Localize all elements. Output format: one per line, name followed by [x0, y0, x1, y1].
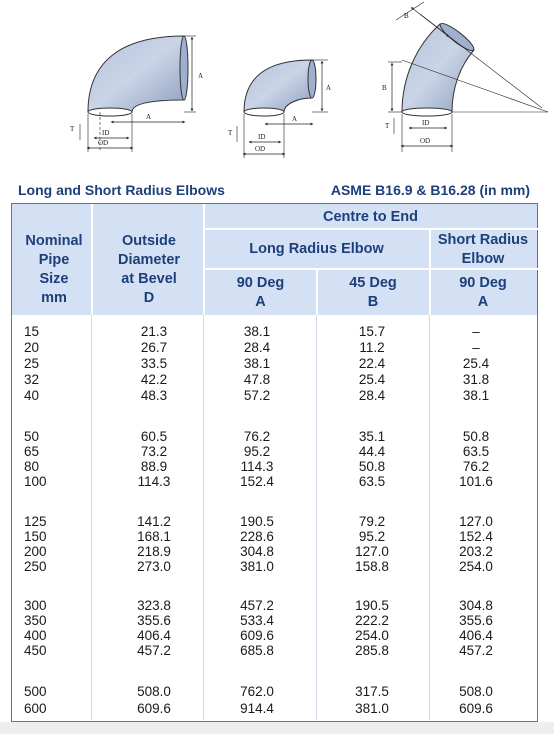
label-a-horizontal: A	[146, 113, 152, 121]
cell-nominal-size: 500	[24, 684, 47, 699]
cell-outside-diameter: 33.5	[140, 356, 168, 371]
cell-sr-90-a: 25.4	[462, 356, 490, 371]
cell-lr-90-a: 38.1	[243, 356, 271, 371]
header-long-radius-elbow: Long Radius Elbow	[249, 241, 384, 257]
cell-lr-45-b: 28.4	[358, 388, 386, 403]
cell-nominal-size: 250	[24, 559, 47, 574]
cell-lr-45-b: 22.4	[358, 356, 386, 371]
cell-sr-90-a: 63.5	[462, 444, 490, 459]
cell-lr-45-b: 11.2	[359, 340, 385, 355]
cell-nominal-size: 20	[24, 340, 40, 355]
cell-outside-diameter: 21.3	[140, 324, 168, 339]
cell-lr-45-b: 381.0	[355, 701, 389, 716]
cell-lr-45-b: 63.5	[358, 474, 386, 489]
cell-lr-45-b: 158.8	[355, 559, 389, 574]
cell-lr-90-a: 762.0	[240, 684, 274, 699]
header-outside-diameter: Outside Diameter at Bevel D	[117, 233, 181, 306]
cell-lr-45-b: 25.4	[358, 372, 386, 387]
cell-lr-45-b: 190.5	[355, 598, 389, 613]
cell-nominal-size: 150	[24, 529, 47, 544]
cell-nominal-size: 32	[24, 372, 40, 387]
header-lr-90-deg: 90 Deg A	[236, 275, 285, 310]
cell-lr-90-a: 114.3	[240, 459, 274, 474]
cell-sr-90-a: 457.2	[459, 643, 493, 658]
cell-lr-90-a: 47.8	[243, 372, 271, 387]
cell-outside-diameter: 48.3	[140, 388, 168, 403]
cell-sr-90-a: 38.1	[462, 388, 490, 403]
cell-sr-90-a: 31.8	[462, 372, 490, 387]
label-od: OD	[98, 139, 109, 147]
cell-outside-diameter: 323.8	[137, 598, 171, 613]
label-a-horizontal: A	[292, 115, 298, 123]
label-b-vertical: B	[382, 84, 387, 92]
cell-nominal-size: 50	[24, 429, 40, 444]
cell-lr-90-a: 95.2	[243, 444, 271, 459]
long-radius-45-elbow-diagram	[382, 2, 548, 152]
cell-nominal-size: 600	[24, 701, 47, 716]
cell-lr-90-a: 57.2	[243, 388, 271, 403]
cell-nominal-size: 300	[24, 598, 47, 613]
cell-lr-45-b: 95.2	[358, 529, 386, 544]
standard-label: ASME B16.9 & B16.28 (in mm)	[330, 182, 530, 198]
cell-lr-90-a: 914.4	[240, 701, 274, 716]
cell-sr-90-a: 609.6	[459, 701, 493, 716]
cell-sr-90-a: –	[472, 340, 480, 355]
cell-nominal-size: 65	[24, 444, 40, 459]
elbow-diagrams	[0, 0, 554, 176]
cell-sr-90-a: 76.2	[462, 459, 490, 474]
cell-outside-diameter: 26.7	[140, 340, 168, 355]
cell-lr-90-a: 76.2	[243, 429, 271, 444]
cell-outside-diameter: 168.1	[137, 529, 171, 544]
cell-sr-90-a: 127.0	[459, 514, 493, 529]
cell-sr-90-a: –	[472, 324, 480, 339]
cell-outside-diameter: 114.3	[137, 474, 171, 489]
cell-lr-90-a: 38.1	[243, 324, 271, 339]
cell-sr-90-a: 304.8	[459, 598, 493, 613]
cell-sr-90-a: 508.0	[459, 684, 493, 699]
header-centre-to-end: Centre to End	[322, 209, 419, 225]
cell-lr-45-b: 317.5	[355, 684, 389, 699]
cell-sr-90-a: 406.4	[459, 628, 493, 643]
cell-outside-diameter: 60.5	[140, 429, 168, 444]
label-t: T	[385, 122, 390, 130]
cell-lr-45-b: 222.2	[355, 613, 389, 628]
cell-sr-90-a: 50.8	[462, 429, 490, 444]
cell-outside-diameter: 273.0	[137, 559, 171, 574]
cell-outside-diameter: 609.6	[137, 701, 171, 716]
header-lr-45-deg: 45 Deg B	[349, 275, 397, 310]
table-header	[12, 204, 537, 315]
cell-outside-diameter: 355.6	[137, 613, 171, 628]
cell-sr-90-a: 203.2	[459, 544, 493, 559]
cell-outside-diameter: 88.9	[140, 459, 168, 474]
cell-lr-90-a: 685.8	[240, 643, 274, 658]
cell-nominal-size: 350	[24, 613, 47, 628]
cell-nominal-size: 15	[24, 324, 40, 339]
cell-sr-90-a: 254.0	[459, 559, 493, 574]
cell-sr-90-a: 152.4	[459, 529, 493, 544]
cell-lr-90-a: 381.0	[240, 559, 274, 574]
header-sr-90-deg: 90 Deg A	[459, 275, 507, 310]
cell-nominal-size: 100	[24, 474, 47, 489]
cell-lr-45-b: 79.2	[358, 514, 386, 529]
cell-outside-diameter: 406.4	[137, 628, 171, 643]
cell-outside-diameter: 73.2	[140, 444, 168, 459]
label-b-diagonal: B	[404, 12, 409, 20]
cell-nominal-size: 125	[24, 514, 47, 529]
cell-nominal-size: 200	[24, 544, 47, 559]
cell-outside-diameter: 457.2	[137, 643, 171, 658]
cell-nominal-size: 25	[24, 356, 40, 371]
cell-lr-90-a: 609.6	[240, 628, 274, 643]
label-t: T	[228, 129, 233, 137]
cell-lr-90-a: 533.4	[240, 613, 274, 628]
cell-lr-90-a: 304.8	[240, 544, 274, 559]
cell-lr-90-a: 28.4	[243, 340, 271, 355]
long-radius-90-elbow-diagram	[70, 36, 203, 152]
cell-sr-90-a: 355.6	[459, 613, 493, 628]
cell-lr-90-a: 457.2	[240, 598, 274, 613]
cell-lr-45-b: 285.8	[355, 643, 389, 658]
cell-nominal-size: 80	[24, 459, 40, 474]
label-id: ID	[422, 119, 430, 127]
label-t: T	[70, 125, 75, 133]
label-od: OD	[420, 137, 431, 145]
cell-lr-45-b: 44.4	[358, 444, 386, 459]
cell-outside-diameter: 42.2	[140, 372, 168, 387]
cell-lr-45-b: 127.0	[355, 544, 389, 559]
label-a-vertical: A	[326, 84, 332, 92]
cell-sr-90-a: 101.6	[459, 474, 493, 489]
page-title: Long and Short Radius Elbows	[18, 182, 225, 198]
cell-lr-45-b: 50.8	[358, 459, 386, 474]
cell-lr-45-b: 15.7	[358, 324, 386, 339]
label-id: ID	[102, 129, 110, 137]
header-short-radius-elbow: Short Radius Elbow	[437, 232, 529, 267]
cell-lr-90-a: 190.5	[240, 514, 274, 529]
label-id: ID	[258, 133, 266, 141]
header-nominal-pipe-size: Nominal Pipe Size mm	[25, 233, 83, 306]
cell-outside-diameter: 508.0	[137, 684, 171, 699]
cell-lr-90-a: 152.4	[240, 474, 274, 489]
cell-nominal-size: 400	[24, 628, 47, 643]
elbow-dimensions-table	[11, 203, 538, 722]
bottom-scroll-area	[0, 722, 554, 734]
label-a-vertical: A	[198, 72, 204, 80]
cell-lr-90-a: 228.6	[240, 529, 274, 544]
cell-lr-45-b: 254.0	[355, 628, 389, 643]
cell-outside-diameter: 218.9	[137, 544, 171, 559]
cell-lr-45-b: 35.1	[358, 429, 386, 444]
label-od: OD	[255, 145, 266, 153]
cell-nominal-size: 40	[24, 388, 40, 403]
cell-outside-diameter: 141.2	[137, 514, 171, 529]
short-radius-90-elbow-diagram	[228, 60, 331, 158]
cell-nominal-size: 450	[24, 643, 47, 658]
